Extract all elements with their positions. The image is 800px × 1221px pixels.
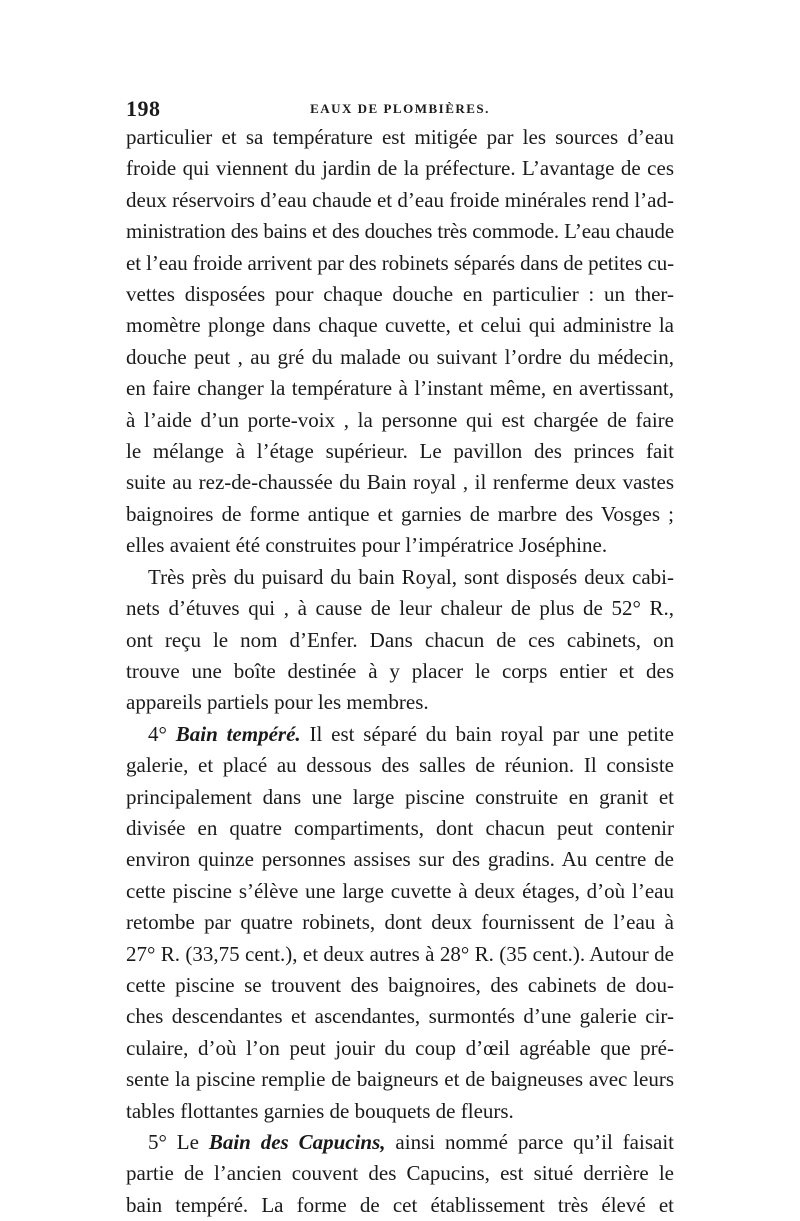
text-line: et l’eau froide arrivent par des robinets séparés dans de petites cu-: [126, 250, 674, 275]
body-text: [126, 122, 674, 1221]
text-line: 4° Bain tempéré. Il est séparé du bain royal par une petite: [148, 721, 674, 746]
text-line: cette piscine se trouvent des baignoires, des cabinets de dou-: [126, 972, 674, 997]
text-line: culaire, d’où l’on peut jouir du coup d’œil agréable que pré-: [126, 1035, 674, 1060]
running-title: EAUX DE PLOMBIÈRES.: [310, 101, 490, 116]
page-number: 198: [126, 96, 161, 121]
text-line: bain tempéré. La forme de cet établissement très élevé et: [126, 1192, 674, 1217]
text-line: sente la piscine remplie de baigneurs et de baigneuses avec leurs: [126, 1067, 674, 1092]
text-line: suite au rez-de-chaussée du Bain royal , il renferme deux vastes: [126, 470, 674, 495]
text-line: froide qui viennent du jardin de la préfecture. L’avantage de ces: [126, 156, 674, 181]
text-line: 5° Le Bain des Capucins, ainsi nommé parce qu’il faisait: [148, 1130, 674, 1154]
text-line: douche peut , au gré du malade ou suivant l’ordre du médecin,: [126, 344, 674, 369]
text-line: à l’aide d’un porte-voix , la personne qui est chargée de faire: [126, 407, 674, 432]
italic-title: Bain des Capucins,: [208, 1130, 386, 1154]
text-line: ont reçu le nom d’Enfer. Dans chacun de ces cabinets, on: [126, 627, 674, 652]
text-line: partie de l’ancien couvent des Capucins, est situé derrière le: [126, 1161, 674, 1186]
text-line: Très près du puisard du bain Royal, sont disposés deux cabi-: [148, 564, 674, 589]
text-line: divisée en quatre compartiments, dont chacun peut contenir: [126, 815, 674, 840]
text-line: trouve une boîte destinée à y placer le corps entier et des: [126, 658, 674, 683]
text-line: vettes disposées pour chaque douche en particulier : un ther-: [126, 282, 674, 307]
page-header: [126, 96, 674, 124]
text-line: elles avaient été construites pour l’impératrice Joséphine.: [126, 533, 608, 558]
text-line: ches descendantes et ascendantes, surmontés d’une galerie cir-: [126, 1004, 674, 1029]
text-line: momètre plonge dans chaque cuvette, et celui qui administre la: [126, 313, 674, 338]
text-line: tables flottantes garnies de bouquets de fleurs.: [126, 1098, 514, 1123]
text-line: le mélange à l’étage supérieur. Le pavillon des princes fait: [126, 439, 674, 464]
text-line: nets d’étuves qui , à cause de leur chaleur de plus de 52° R.,: [126, 596, 674, 621]
text-line: appareils partiels pour les membres.: [126, 690, 429, 715]
text-line: en faire changer la température à l’instant même, en avertissant,: [126, 376, 674, 401]
text-line: particulier et sa température est mitigée par les sources d’eau: [126, 125, 674, 149]
text-line: principalement dans une large piscine construite en granit et: [126, 784, 674, 809]
text-line: galerie, et placé au dessous des salles de réunion. Il consiste: [126, 753, 674, 778]
text-line: cette piscine s’élève une large cuvette à deux étages, d’où l’eau: [126, 878, 674, 903]
italic-title: Bain tempéré.: [175, 721, 301, 746]
text-line: ministration des bains et des douches très commode. L’eau chaude: [126, 219, 674, 244]
text-line: environ quinze personnes assises sur des gradins. Au centre de: [126, 847, 674, 872]
text-line: 27° R. (33,75 cent.), et deux autres à 28° R. (35 cent.). Autour de: [126, 941, 674, 966]
text-line: retombe par quatre robinets, dont deux fournissent de l’eau à: [126, 910, 674, 935]
text-line: baignoires de forme antique et garnies de marbre des Vosges ;: [126, 501, 674, 526]
text-line: deux réservoirs d’eau chaude et d’eau froide minérales rend l’ad-: [126, 187, 674, 212]
